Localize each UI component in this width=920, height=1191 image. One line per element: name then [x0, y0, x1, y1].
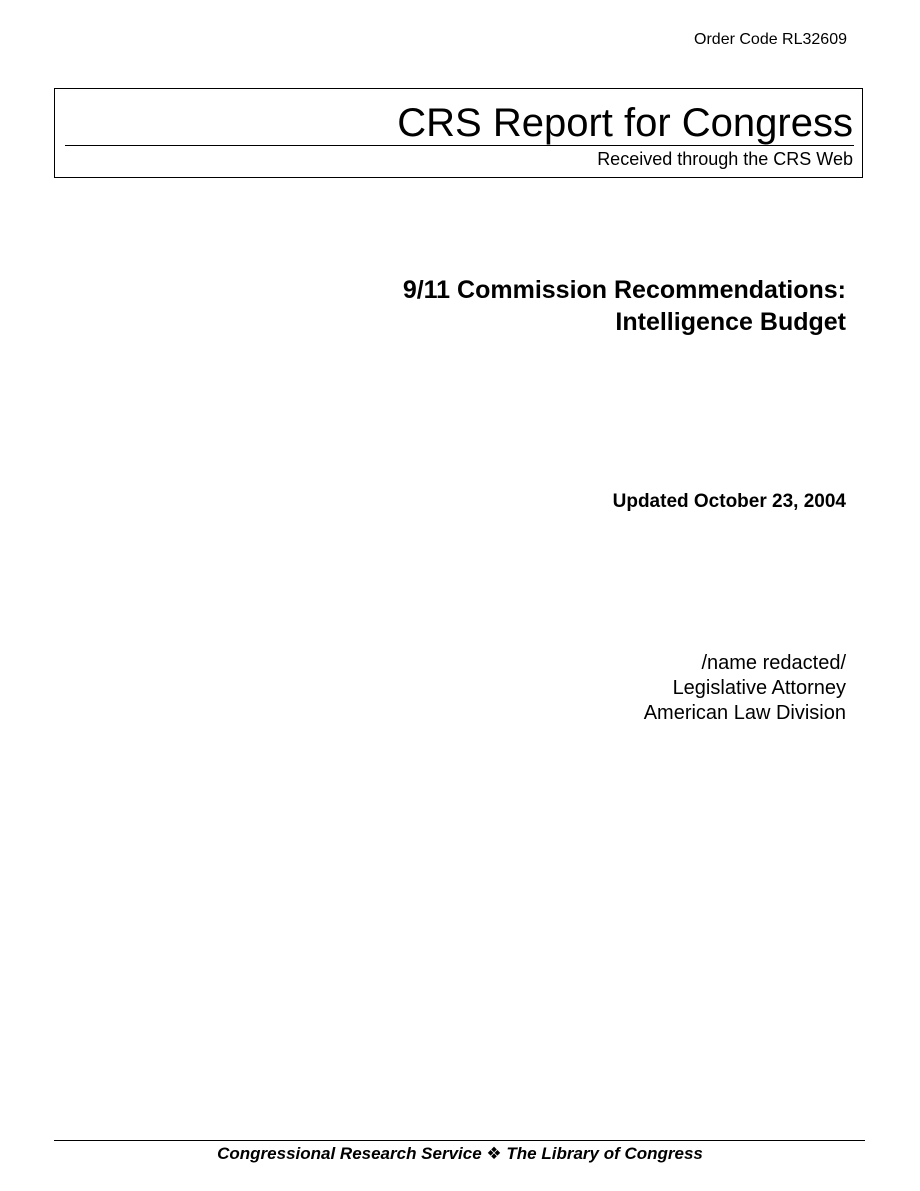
header-title: CRS Report for Congress	[397, 101, 853, 145]
footer-separator-icon: ❖	[486, 1144, 502, 1163]
author-block	[644, 651, 846, 726]
author-position: Legislative Attorney	[672, 677, 846, 699]
footer-organization: Congressional Research Service	[217, 1144, 482, 1163]
header-subtitle: Received through the CRS Web	[597, 149, 853, 169]
report-header-box	[54, 88, 863, 178]
report-title-line-1: 9/11 Commission Recommendations:	[402, 276, 846, 304]
footer-divider	[54, 1140, 865, 1141]
order-code: Order Code RL32609	[694, 31, 847, 48]
author-name: /name redacted/	[701, 652, 846, 674]
footer	[0, 1143, 920, 1165]
footer-library: The Library of Congress	[506, 1144, 703, 1163]
updated-date: Updated October 23, 2004	[612, 491, 846, 512]
header-divider	[65, 145, 854, 146]
author-division: American Law Division	[643, 702, 846, 724]
report-title	[403, 274, 846, 338]
report-title-line-2: Intelligence Budget	[615, 308, 846, 336]
